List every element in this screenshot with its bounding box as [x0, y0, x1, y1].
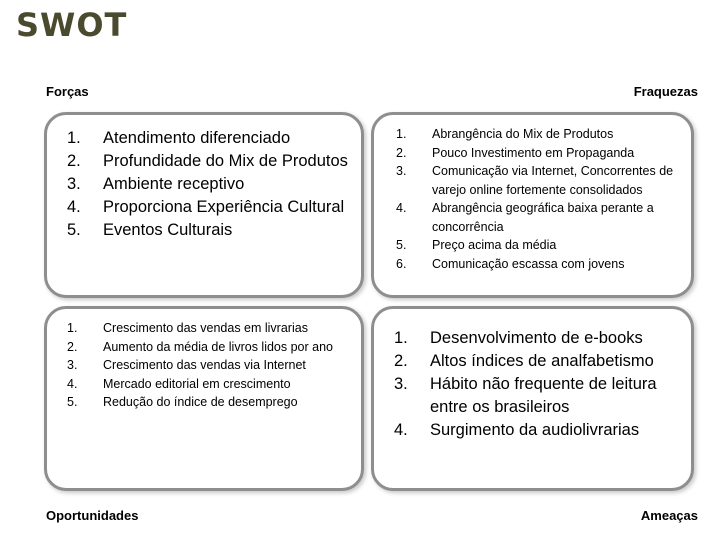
weaknesses-box — [371, 112, 694, 298]
strengths-label: Forças — [46, 84, 89, 99]
list-item — [394, 419, 683, 442]
page-title: SWOT — [16, 6, 128, 44]
list-item — [396, 162, 683, 199]
item-number: 2. — [67, 152, 81, 170]
item-text: Abrangência geográfica baixa perante a concorrência — [432, 201, 654, 234]
item-number: 5. — [67, 221, 81, 239]
item-number: 4. — [396, 201, 407, 215]
opportunities-label: Oportunidades — [46, 508, 139, 523]
list-item — [396, 199, 683, 236]
item-text: Redução do índice de desemprego — [103, 395, 298, 409]
threats-list — [374, 309, 691, 442]
item-text: Comunicação escassa com jovens — [432, 256, 625, 271]
item-text: Altos índices de analfabetismo — [430, 352, 654, 370]
list-item — [67, 196, 353, 219]
item-number: 4. — [67, 376, 78, 391]
item-number: 2. — [394, 352, 408, 370]
list-item — [394, 327, 683, 350]
list-item — [394, 350, 683, 373]
threats-label: Ameaças — [640, 508, 698, 523]
list-item — [396, 255, 683, 274]
strengths-box — [44, 112, 364, 298]
list-item — [67, 375, 353, 394]
item-number: 1. — [396, 127, 407, 141]
item-text: Eventos Culturais — [103, 221, 233, 239]
item-number: 3. — [67, 175, 81, 193]
list-item — [67, 150, 353, 173]
item-number: 1. — [394, 329, 408, 347]
item-text: Preço acima da média — [432, 238, 557, 252]
item-number: 5. — [67, 395, 78, 409]
item-number: 3. — [394, 375, 408, 393]
list-item — [67, 127, 353, 150]
threats-box — [371, 306, 694, 491]
list-item — [67, 173, 353, 196]
item-text: Crescimento das vendas em livrarias — [103, 321, 308, 335]
item-text: Pouco Investimento em Propaganda — [432, 145, 635, 160]
item-number: 3. — [396, 164, 407, 178]
item-text: Aumento da média de livros lidos por ano — [103, 339, 333, 354]
list-item — [396, 125, 683, 144]
item-number: 2. — [67, 339, 78, 354]
list-item — [394, 373, 683, 419]
item-text: Crescimento das vendas via Internet — [103, 358, 306, 372]
weaknesses-list — [374, 115, 691, 273]
list-item — [67, 393, 353, 412]
item-text: Surgimento da audiolivrarias — [430, 421, 640, 439]
list-item — [67, 319, 353, 338]
opportunities-list — [47, 309, 361, 412]
item-number: 3. — [67, 358, 78, 372]
item-number: 2. — [396, 145, 407, 160]
item-text: Hábito não frequente de leitura entre os brasileiros — [430, 375, 657, 416]
list-item — [67, 219, 353, 242]
item-number: 5. — [396, 238, 407, 252]
list-item — [67, 356, 353, 375]
item-text: Proporciona Experiência Cultural — [103, 198, 345, 216]
item-number: 4. — [67, 198, 81, 216]
item-text: Desenvolvimento de e-books — [430, 329, 643, 347]
opportunities-box — [44, 306, 364, 491]
item-text: Ambiente receptivo — [103, 175, 245, 193]
item-text: Mercado editorial em crescimento — [103, 376, 291, 391]
item-number: 6. — [396, 256, 407, 271]
list-item — [67, 338, 353, 357]
item-number: 1. — [67, 129, 81, 147]
item-number: 4. — [394, 421, 408, 439]
weaknesses-label: Fraquezas — [633, 84, 698, 99]
list-item — [396, 236, 683, 255]
item-number: 1. — [67, 321, 78, 335]
strengths-list — [47, 115, 361, 242]
list-item — [396, 144, 683, 163]
item-text: Comunicação via Internet, Concorrentes de varejo online fortemente consolidados — [432, 164, 674, 197]
item-text: Profundidade do Mix de Produtos — [103, 152, 348, 170]
item-text: Atendimento diferenciado — [103, 129, 291, 147]
item-text: Abrangência do Mix de Produtos — [432, 127, 614, 141]
